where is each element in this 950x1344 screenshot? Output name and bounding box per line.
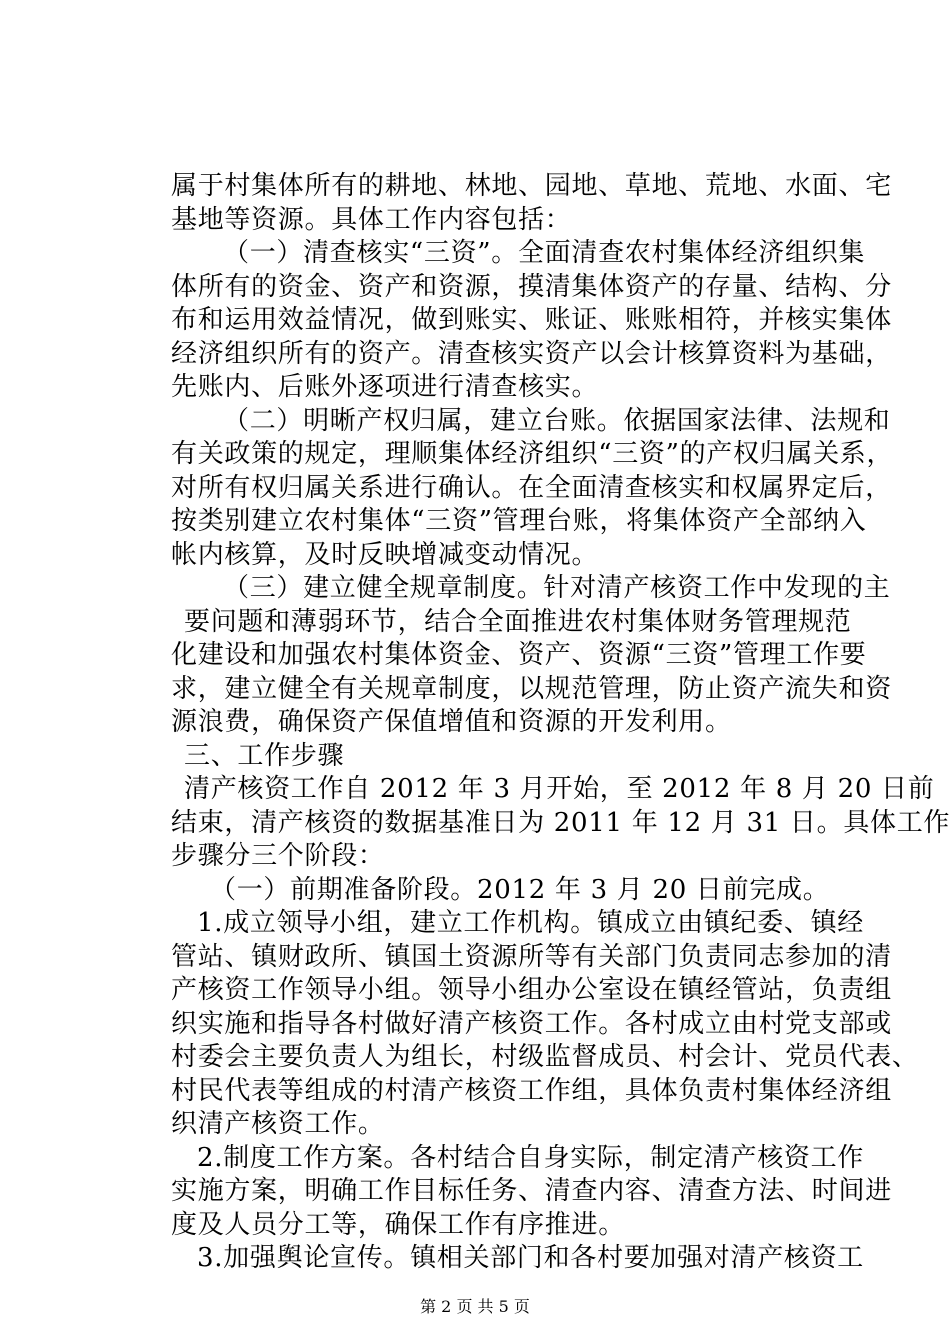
page-footer: 第 2 页 共 5 页 xyxy=(420,1297,530,1316)
text-line: 村委会主要负责人为组长，村级监督成员、村会计、党员代表、 xyxy=(171,1042,919,1072)
text-line: 产核资工作领导小组。领导小组办公室设在镇经管站，负责组 xyxy=(171,975,892,1005)
text-line: 源浪费，确保资产保值增值和资源的开发利用。 xyxy=(171,707,732,737)
text-line: 2.制度工作方案。各村结合自身实际，制定清产核资工作 xyxy=(197,1142,865,1173)
text-line: 帐内核算，及时反映增减变动情况。 xyxy=(171,539,599,570)
text-line: 布和运用效益情况，做到账实、账证、账账相符，并核实集体 xyxy=(171,305,892,335)
text-line: 基地等资源。具体工作内容包括： xyxy=(171,204,572,235)
text-line: 有关政策的规定，理顺集体经济组织“三资”的产权归属关系， xyxy=(171,439,894,469)
text-line: 对所有权归属关系进行确认。在全面清查核实和权属界定后， xyxy=(171,472,892,503)
text-line: 步骤分三个阶段： xyxy=(171,841,385,871)
text-line: 织实施和指导各村做好清产核资工作。各村成立由村党支部或 xyxy=(171,1008,892,1039)
text-line: 经济组织所有的资产。清查核实资产以会计核算资料为基础， xyxy=(171,338,892,369)
text-line: 属于村集体所有的耕地、林地、园地、草地、荒地、水面、宅 xyxy=(171,171,892,201)
text-line: 先账内、后账外逐项进行清查核实。 xyxy=(171,372,599,402)
document-body xyxy=(171,170,950,1276)
text-line: 村民代表等组成的村清产核资工作组，具体负责村集体经济组 xyxy=(171,1075,892,1106)
text-line: 度及人员分工等，确保工作有序推进。 xyxy=(171,1209,625,1240)
text-line: 按类别建立农村集体“三资”管理台账，将集体资产全部纳入 xyxy=(171,506,867,536)
text-line: 实施方案，明确工作目标任务、清查内容、清查方法、时间进 xyxy=(171,1176,892,1206)
text-line: （一）前期准备阶段。2012 年 3 月 20 日前完成。 xyxy=(210,874,830,905)
text-line: （一）清查核实“三资”。全面清查农村集体经济组织集 xyxy=(223,238,866,268)
text-line: 三、工作步骤 xyxy=(184,740,345,771)
text-line: 1.成立领导小组，建立工作机构。镇成立由镇纪委、镇经 xyxy=(197,908,865,938)
text-line: 求，建立健全有关规章制度，以规范管理，防止资产流失和资 xyxy=(171,673,892,704)
text-line: 结束，清产核资的数据基准日为 2011 年 12 月 31 日。具体工作 xyxy=(171,807,950,838)
text-line: 化建设和加强农村集体资金、资产、资源“三资”管理工作要 xyxy=(171,640,867,670)
text-line: 要问题和薄弱环节，结合全面推进农村集体财务管理规范 xyxy=(184,606,852,637)
text-line: 织清产核资工作。 xyxy=(171,1109,385,1139)
text-line: 清产核资工作自 2012 年 3 月开始，至 2012 年 8 月 20 日前 xyxy=(184,774,935,804)
text-line: 管站、镇财政所、镇国土资源所等有关部门负责同志参加的清 xyxy=(171,941,892,972)
text-line: 3.加强舆论宣传。镇相关部门和各村要加强对清产核资工 xyxy=(197,1243,865,1273)
text-line: （三）建立健全规章制度。针对清产核资工作中发现的主 xyxy=(223,573,891,603)
text-line: （二）明晰产权归属，建立台账。依据国家法律、法规和 xyxy=(223,405,891,436)
text-line: 体所有的资金、资产和资源，摸清集体资产的存量、结构、分 xyxy=(171,271,892,302)
